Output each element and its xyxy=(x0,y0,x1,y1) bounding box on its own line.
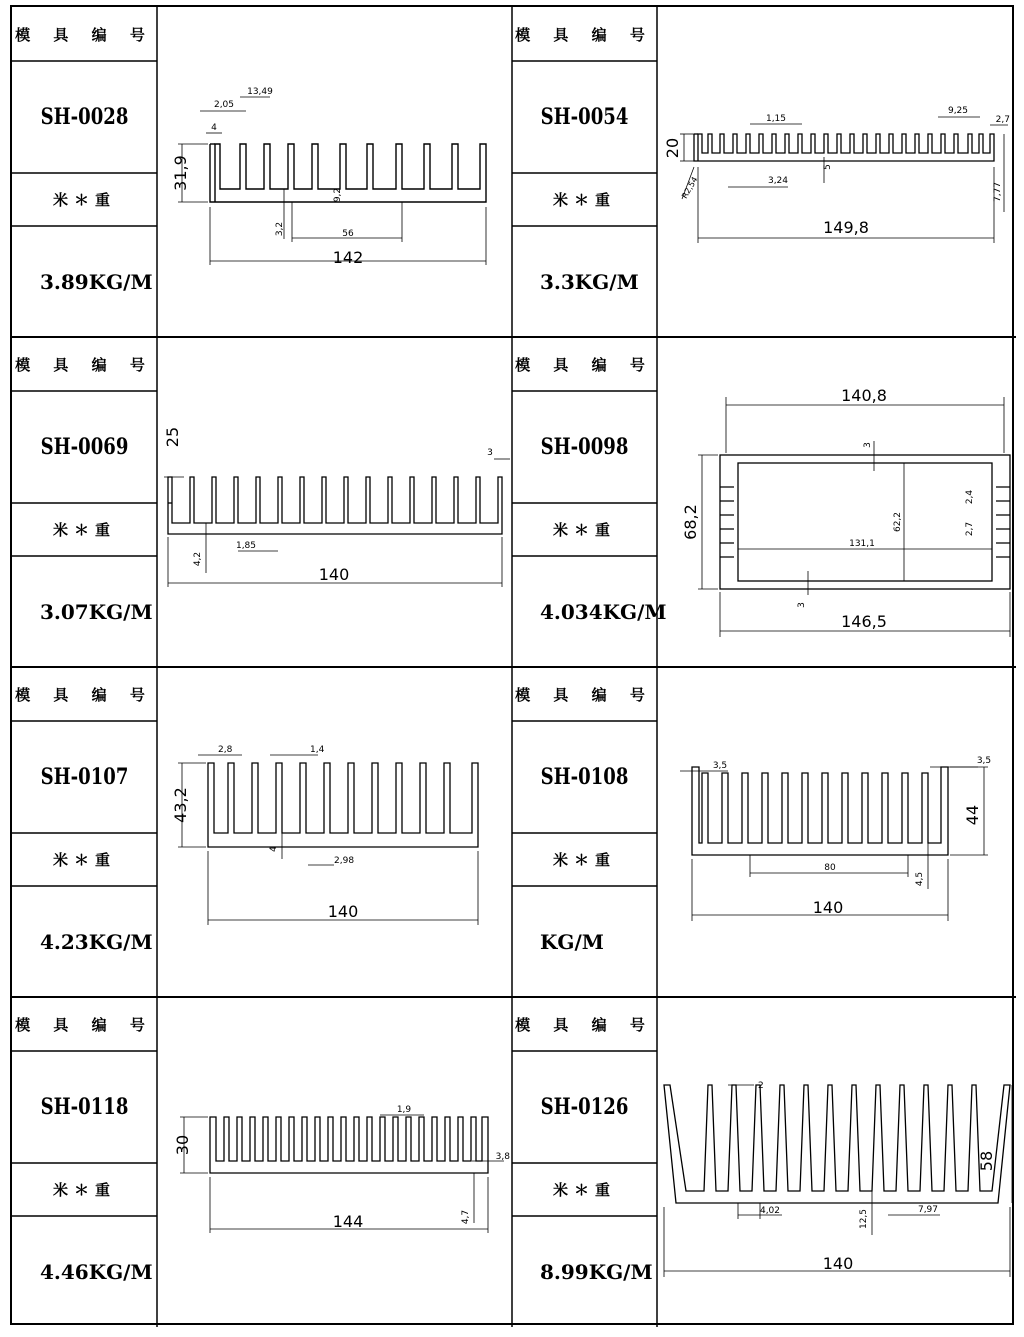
dim-fin-thk: 3 xyxy=(487,448,493,458)
dim-width: 149,8 xyxy=(823,218,869,237)
dim-width: 144 xyxy=(332,1212,364,1231)
dim-total: 7,77 xyxy=(993,181,1003,203)
dim-base: 4,5 xyxy=(915,871,925,887)
dim-base: 4,7 xyxy=(461,1209,471,1225)
profile-drawing-sh-0108 xyxy=(658,667,1015,997)
profile-drawing-sh-0054 xyxy=(658,7,1015,337)
weight-value: 4.23KG/M xyxy=(40,929,153,954)
dim-height: 25 xyxy=(163,426,182,448)
mold-number-header: 模 具 编 号 xyxy=(515,355,654,374)
dim-fin-thk: 2,8 xyxy=(218,745,233,755)
dim-gap: 1,85 xyxy=(235,541,257,551)
mold-code: SH-0054 xyxy=(540,104,629,130)
profile-drawing-sh-0069 xyxy=(158,337,511,667)
dim-gap-b: 13,49 xyxy=(247,87,273,97)
mold-number-header: 模 具 编 号 xyxy=(15,685,154,704)
profile-drawing-sh-0126 xyxy=(658,997,1015,1327)
profile-drawing-sh-0098 xyxy=(658,337,1015,667)
weight-value: 4.46KG/M xyxy=(40,1259,153,1284)
dim-mid: 9,2 xyxy=(333,187,343,203)
dim-slot: 3,24 xyxy=(767,176,789,186)
weight-per-meter-header: 米＊重 xyxy=(52,191,116,209)
dim-span: 56 xyxy=(342,229,354,239)
dim-base: 12,5 xyxy=(859,1208,869,1230)
mold-code: SH-0107 xyxy=(40,764,129,790)
dim-width: 140 xyxy=(812,898,844,917)
dim-span: 80 xyxy=(824,863,836,873)
dim-gap: 1,4 xyxy=(310,745,325,755)
dim-height: 43,2 xyxy=(171,787,190,823)
dim-wall-top: 3 xyxy=(863,442,873,448)
dim-pitch: 7,97 xyxy=(917,1205,939,1215)
mold-number-header: 模 具 编 号 xyxy=(515,25,654,44)
dim-radius: R2,54 xyxy=(680,175,700,201)
mold-code: SH-0108 xyxy=(540,764,629,790)
dim-base: 3,2 xyxy=(275,221,285,237)
dim-inner-height: 62,2 xyxy=(893,511,903,533)
dim-height: 68,2 xyxy=(681,504,700,540)
spec-sheet xyxy=(10,5,1014,1325)
weight-per-meter-header: 米＊重 xyxy=(552,851,616,869)
dim-right-fin: 3,5 xyxy=(976,756,992,766)
weight-value: 8.99KG/M xyxy=(540,1259,653,1284)
dim-height: 30 xyxy=(173,1134,192,1156)
dim-height: 31,9 xyxy=(171,155,190,191)
profile-drawing-sh-0107 xyxy=(158,667,511,997)
mold-code: SH-0118 xyxy=(40,1094,129,1120)
dim-right-thk: 2,7 xyxy=(995,115,1010,125)
mold-code: SH-0126 xyxy=(540,1094,629,1120)
dim-height: 58 xyxy=(977,1150,996,1172)
dim-fin-thk: 2 xyxy=(758,1081,764,1091)
weight-per-meter-header: 米＊重 xyxy=(552,521,616,539)
dim-base: 4 xyxy=(269,846,279,852)
weight-per-meter-header: 米＊重 xyxy=(52,1181,116,1199)
dim-right-fin: 3,8 xyxy=(495,1152,510,1162)
weight-value: 4.034KG/M xyxy=(540,599,667,624)
mold-code: SH-0098 xyxy=(540,434,629,460)
profile-drawing-sh-0028 xyxy=(158,7,511,337)
mold-number-header: 模 具 编 号 xyxy=(15,355,154,374)
dim-width: 140 xyxy=(327,902,359,921)
dim-fin-pitch: 1,15 xyxy=(765,114,787,124)
mold-number-header: 模 具 编 号 xyxy=(15,1015,154,1034)
weight-per-meter-header: 米＊重 xyxy=(52,521,116,539)
weight-value: 3.07KG/M xyxy=(40,599,153,624)
dim-right-gap: 9,25 xyxy=(947,106,969,116)
weight-per-meter-header: 米＊重 xyxy=(552,1181,616,1199)
dim-fin-pitch: 1,9 xyxy=(396,1105,412,1115)
dim-fin-thk: 4 xyxy=(211,123,217,133)
profile-drawing-sh-0118 xyxy=(158,997,511,1327)
dim-wall-bottom: 3 xyxy=(797,602,807,608)
dim-height: 44 xyxy=(963,804,982,826)
mold-code: SH-0028 xyxy=(40,104,129,130)
dim-width: 140 xyxy=(318,565,350,584)
weight-per-meter-header: 米＊重 xyxy=(52,851,116,869)
weight-value: 3.3KG/M xyxy=(540,269,639,294)
weight-value: 3.89KG/M xyxy=(40,269,153,294)
dim-height: 20 xyxy=(663,137,682,159)
dim-slot: 2,98 xyxy=(334,856,355,866)
dim-inner-width: 131,1 xyxy=(849,539,875,549)
mold-number-header: 模 具 编 号 xyxy=(15,25,154,44)
dim-base: 5 xyxy=(823,164,833,170)
dim-base: 4,2 xyxy=(193,551,203,567)
dim-left-fin: 3,5 xyxy=(712,761,728,771)
dim-slot-b: 2,7 xyxy=(965,521,975,537)
mold-number-header: 模 具 编 号 xyxy=(515,1015,654,1034)
dim-width: 140 xyxy=(822,1254,854,1273)
dim-top-width: 140,8 xyxy=(841,386,887,405)
dim-width: 142 xyxy=(332,248,364,267)
weight-value: KG/M xyxy=(540,929,604,954)
dim-slot-a: 2,4 xyxy=(965,489,975,505)
weight-per-meter-header: 米＊重 xyxy=(552,191,616,209)
mold-number-header: 模 具 编 号 xyxy=(515,685,654,704)
dim-gap: 4,02 xyxy=(759,1206,781,1216)
dim-gap-a: 2,05 xyxy=(213,100,235,110)
mold-code: SH-0069 xyxy=(40,434,129,460)
dim-bottom-width: 146,5 xyxy=(841,612,887,631)
